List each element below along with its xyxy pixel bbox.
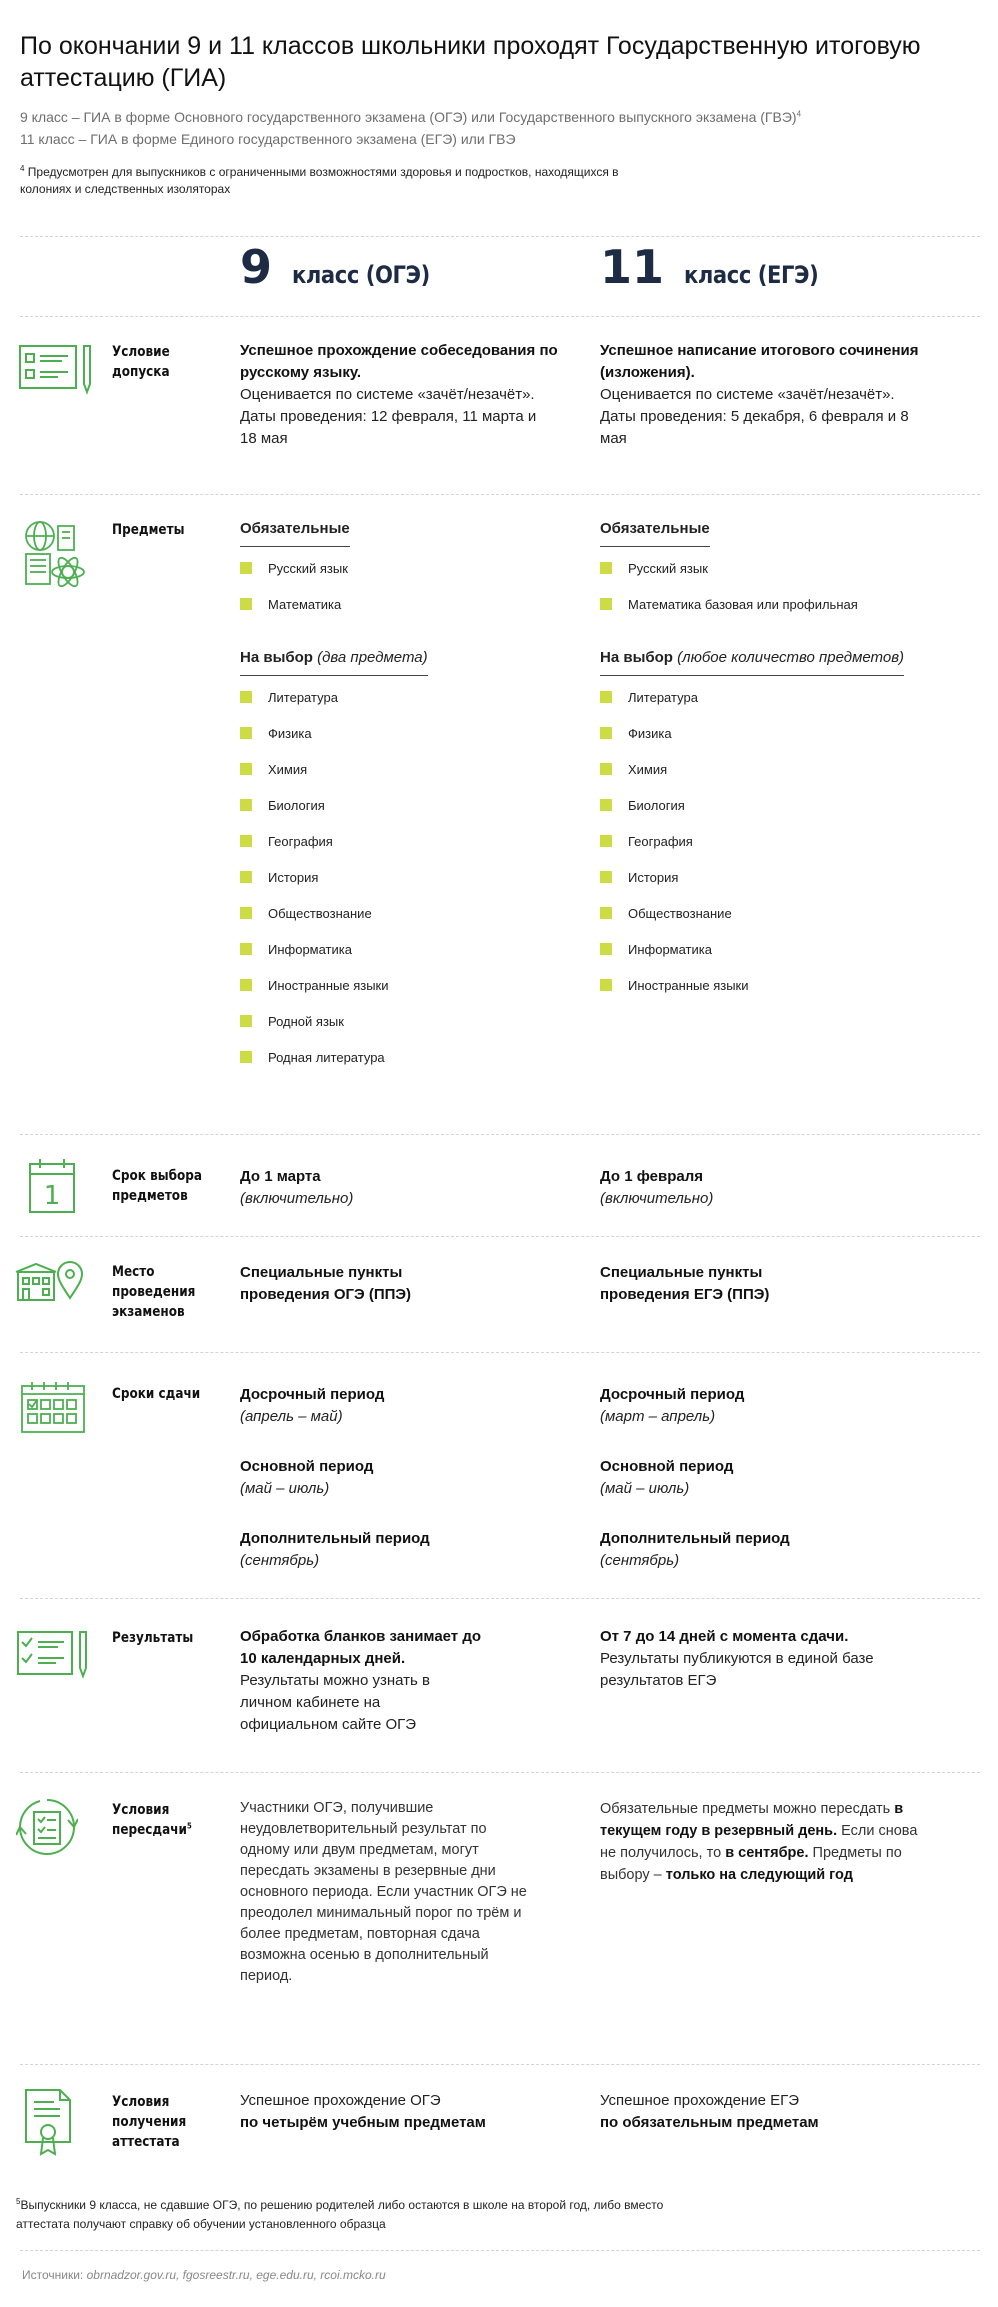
line-9-class: 9 класс – ГИА в форме Основного государственного экзамена (ОГЭ) или Государственного выпускного экзамена (ГВЭ): [20, 109, 797, 125]
header-note: [20, 164, 620, 198]
list-item: История: [240, 868, 570, 904]
retake-11: Обязательные предметы можно пересдать в текущем году в резервный день. Если снова не получилось, то в сентябре. Предметы по выбору – только на следующий год: [600, 1801, 918, 1883]
bullet-square-icon: [240, 979, 252, 991]
subjects-icon: [18, 516, 98, 596]
bullet-square-icon: [240, 799, 252, 811]
checklist-icon: [18, 340, 98, 396]
column-header-9: 9 класс (ОГЭ): [240, 240, 430, 294]
list-item: Химия: [600, 760, 930, 796]
bullet-square-icon: [240, 598, 252, 610]
footnote-mark: 4: [796, 109, 802, 119]
calendar-icon: [28, 1158, 78, 1216]
section-label-admission: Условие допуска: [112, 344, 170, 380]
divider: [20, 2250, 980, 2251]
section-label-retake: Условия пересдачи$^5$: [112, 1802, 192, 1838]
list-item: Математика: [240, 595, 570, 631]
list-item: Русский язык: [240, 559, 570, 595]
retake-icon: [16, 1796, 78, 1858]
column-header-11: 11 класс (ЕГЭ): [600, 240, 819, 294]
bullet-square-icon: [240, 907, 252, 919]
periods-9: Досрочный период (апрель – май) Основной период (май – июль) Дополнительный период (сентябрь): [240, 1386, 430, 1569]
divider: [20, 1352, 980, 1353]
bullet-square-icon: [600, 835, 612, 847]
divider: [20, 1236, 980, 1237]
choice-list: [600, 688, 930, 1012]
results-icon: [16, 1628, 92, 1680]
certificate-icon: [24, 2088, 74, 2158]
list-item: История: [600, 868, 930, 904]
list-item: Иностранные языки: [600, 976, 930, 1012]
bullet-square-icon: [240, 835, 252, 847]
divider: [20, 316, 980, 317]
certificate-9: Успешное прохождение ОГЭ по четырём учебным предметам: [240, 2092, 486, 2131]
mandatory-list: [600, 559, 930, 631]
bullet-square-icon: [240, 943, 252, 955]
place-11: Специальные пункты проведения ЕГЭ (ППЭ): [600, 1264, 770, 1303]
choice-heading: На выбор (два предмета): [240, 647, 428, 676]
bullet-square-icon: [240, 763, 252, 775]
section-label-results: Результаты: [112, 1630, 194, 1646]
section-label-subjects: Предметы: [112, 522, 185, 538]
deadline-9: До 1 марта (включительно): [240, 1168, 354, 1207]
sources-label: Источники:: [22, 2268, 84, 2282]
subjects-11: [600, 518, 930, 1012]
bullet-square-icon: [600, 727, 612, 739]
bullet-square-icon: [600, 799, 612, 811]
divider: [20, 1598, 980, 1599]
admission-9: Успешное прохождение собеседования по русскому языку. Оценивается по системе «зачёт/незачёт». Даты проведения: 12 февраля, 11 марта и 18 мая: [240, 342, 558, 447]
list-item: Литература: [600, 688, 930, 724]
certificate-11: Успешное прохождение ЕГЭ по обязательным предметам: [600, 2092, 819, 2131]
list-item: Информатика: [240, 940, 570, 976]
bullet-square-icon: [240, 1015, 252, 1027]
page-title: По окончании 9 и 11 классов школьники проходят Государственную итоговую аттестацию (ГИА): [20, 32, 921, 92]
sources: [22, 2268, 386, 2282]
list-item: Информатика: [600, 940, 930, 976]
list-item: Физика: [600, 724, 930, 760]
bullet-square-icon: [600, 943, 612, 955]
list-item: Родная литература: [240, 1048, 570, 1084]
section-label-place: Место проведения экзаменов: [112, 1264, 196, 1320]
schedule-icon: [20, 1380, 86, 1436]
list-item: Биология: [240, 796, 570, 832]
list-item: Обществознание: [240, 904, 570, 940]
svg-text:1: 1: [43, 1181, 61, 1211]
bullet-square-icon: [600, 979, 612, 991]
results-11: От 7 до 14 дней с момента сдачи. Результаты публикуются в единой базе результатов ЕГЭ: [600, 1628, 874, 1689]
list-item: География: [600, 832, 930, 868]
divider: [20, 2064, 980, 2065]
list-item: Химия: [240, 760, 570, 796]
sources-list: obrnadzor.gov.ru, fgosreestr.ru, ege.edu.ru, rcoi.mcko.ru: [86, 2268, 386, 2282]
list-item: Литература: [240, 688, 570, 724]
header: [20, 30, 960, 198]
bullet-square-icon: [240, 562, 252, 574]
bullet-square-icon: [240, 871, 252, 883]
choice-heading: На выбор (любое количество предметов): [600, 647, 904, 676]
bullet-square-icon: [600, 598, 612, 610]
list-item: Математика базовая или профильная: [600, 595, 930, 631]
list-item: Обществознание: [600, 904, 930, 940]
results-9: Обработка бланков занимает до 10 календарных дней. Результаты можно узнать в личном кабинете на официальном сайте ОГЭ: [240, 1628, 482, 1733]
bullet-square-icon: [600, 871, 612, 883]
bullet-square-icon: [240, 727, 252, 739]
section-label-periods: Сроки сдачи: [112, 1386, 201, 1402]
location-icon: [14, 1258, 84, 1304]
list-item: Родной язык: [240, 1012, 570, 1048]
divider: [20, 494, 980, 495]
note-mark: 4: [20, 164, 25, 173]
section-label-certificate: Условия получения аттестата: [112, 2094, 187, 2150]
bullet-square-icon: [600, 763, 612, 775]
note-text: Предусмотрен для выпускников с ограниченными возможностями здоровья и подростков, находящихся в колониях и следственных изоляторах: [20, 165, 619, 196]
bullet-square-icon: [240, 691, 252, 703]
divider: [20, 1772, 980, 1773]
list-item: Физика: [240, 724, 570, 760]
line-11-class: 11 класс – ГИА в форме Единого государственного экзамена (ЕГЭ) или ГВЭ: [20, 131, 516, 147]
section-label-deadline: Срок выбора предметов: [112, 1168, 203, 1204]
list-item: География: [240, 832, 570, 868]
choice-list: [240, 688, 570, 1084]
list-item: Иностранные языки: [240, 976, 570, 1012]
place-9: Специальные пункты проведения ОГЭ (ППЭ): [240, 1264, 412, 1303]
bullet-square-icon: [240, 1051, 252, 1063]
admission-11: Успешное написание итогового сочинения (изложения). Оценивается по системе «зачёт/незачёт». Даты проведения: 5 декабря, 6 февраля и 8 мая: [600, 342, 919, 447]
divider: [20, 236, 980, 237]
mandatory-heading: Обязательные: [240, 518, 350, 547]
mandatory-heading: Обязательные: [600, 518, 710, 547]
list-item: Биология: [600, 796, 930, 832]
footnote: $^5$Выпускники 9 класса, не сдавшие ОГЭ, по решению родителей либо остаются в школе на второй год, либо вместо аттестата получают справку об обучении установленного образца: [16, 2197, 664, 2231]
list-item: Русский язык: [600, 559, 930, 595]
subjects-9: [240, 518, 570, 1084]
mandatory-list: [240, 559, 570, 631]
periods-11: Досрочный период (март – апрель) Основной период (май – июль) Дополнительный период (сентябрь): [600, 1386, 790, 1569]
bullet-square-icon: [600, 562, 612, 574]
header-subtitle: [20, 106, 960, 150]
bullet-square-icon: [600, 691, 612, 703]
retake-9: Участники ОГЭ, получившие неудовлетворительный результат по одному или двум предметам, могут пересдать экзамены в резервные дни основного периода. Если участник ОГЭ не преодолел минимальный порог по трём и более предметам, повторная сдача возможна осенью в дополнительный период.: [240, 1800, 527, 1984]
deadline-11: До 1 февраля (включительно): [600, 1168, 714, 1207]
divider: [20, 1134, 980, 1135]
bullet-square-icon: [600, 907, 612, 919]
